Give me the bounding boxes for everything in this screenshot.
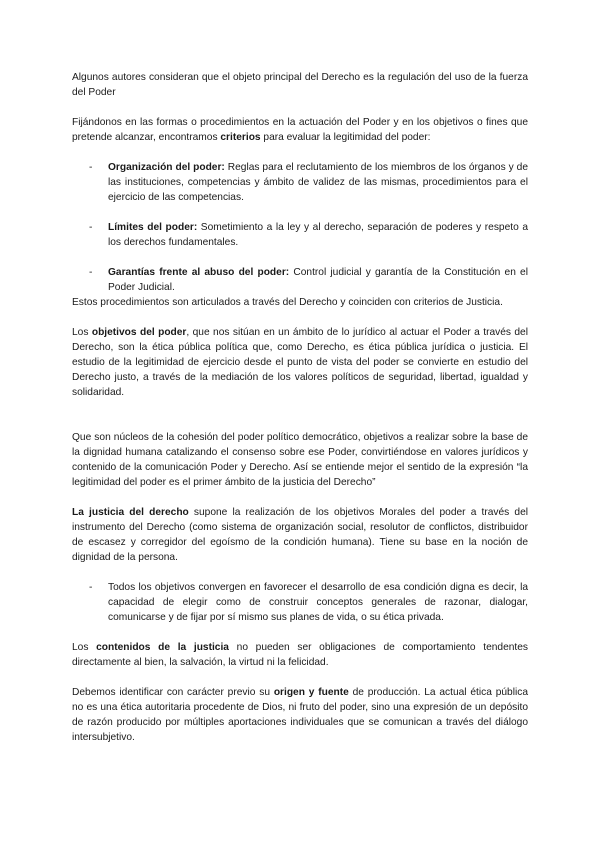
bold-term: Límites del poder: bbox=[108, 222, 198, 233]
text-run: no pueden ser obligaciones de comportamiento tendentes directamente al bien, la salvación, la virtud ni la felicidad. bbox=[72, 642, 528, 668]
bold-term: criterios bbox=[220, 132, 261, 143]
objectives-paragraph bbox=[72, 325, 528, 400]
objectives-list bbox=[72, 580, 528, 625]
text-run: Sometimiento a la ley y al derecho, separación de poderes y respeto a los derechos fundamentales. bbox=[108, 222, 528, 248]
text-run: de producción. La actual ética pública no es una ética autoritaria procedente de Dios, ni fruto del poder, sino una expresión de un depósito de razón producido por múltiples aportaciones individuales que se comunican a través del diálogo intersubjetivo. bbox=[72, 687, 528, 743]
text-run: Los bbox=[72, 642, 97, 653]
text-run: Control judicial y garantía de la Constitución en el Poder Judicial. bbox=[108, 267, 528, 293]
text-run: supone la realización de los objetivos Morales del poder a través del instrumento del Derecho (como sistema de organización social, resolutor de conflictos, distribuidor de escasez y corregidor del egoísmo de la condición humana). Tiene su base en la noción de dignidad de la persona. bbox=[72, 507, 528, 563]
bold-term: Garantías frente al abuso del poder: bbox=[108, 267, 290, 278]
criteria-list bbox=[72, 160, 528, 295]
justice-paragraph bbox=[72, 505, 528, 565]
bold-term: contenidos de la justicia bbox=[96, 642, 229, 653]
text-run: Fijándonos en las formas o procedimientos en la actuación del Poder y en los objetivos o fines que pretende alcanzar, encontramos bbox=[72, 117, 528, 143]
contents-paragraph bbox=[72, 640, 528, 670]
text-run: Los bbox=[72, 327, 92, 338]
origin-paragraph bbox=[72, 685, 528, 745]
bold-term: La justicia del derecho bbox=[72, 507, 189, 518]
intro-paragraph: Algunos autores consideran que el objeto principal del Derecho es la regulación del uso de la fuerza del Poder bbox=[72, 72, 528, 98]
cohesion-paragraph: Que son núcleos de la cohesión del poder político democrático, objetivos a realizar sobre la base de la dignidad humana catalizando el consenso sobre ese Poder, convirtiéndose en valores jurídicos y contenido de la comunicación Poder y Derecho. Así se entiende mejor el sentido de la expresión “la legitimidad del poder es el primer ámbito de la justicia del Derecho” bbox=[72, 432, 528, 488]
list-item bbox=[72, 220, 528, 250]
text-run: Reglas para el reclutamiento de los miembros de los órganos y de las instituciones, competencias y ámbito de validez de las mismas, procedimientos para el ejercicio de las competencias. bbox=[108, 162, 528, 203]
bold-term: Organización del poder: bbox=[108, 162, 225, 173]
text-run: Debemos identificar con carácter previo su bbox=[72, 687, 274, 698]
text-run: , que nos sitúan en un ámbito de lo jurídico al actuar el Poder a través del Derecho, son la ética pública política que, como Derecho, es ética pública jurídica o justicia. El estudio de la legitimidad de ejercicio desde el punto de vista del poder se convierte en estudio del Derecho justo, a través de la mediación de los valores políticos de seguridad, libertad, igualdad y solidaridad. bbox=[72, 327, 528, 398]
text-run: para evaluar la legitimidad del poder: bbox=[260, 132, 431, 143]
list-item: - Todos los objetivos convergen en favorecer el desarrollo de esa condición digna es decir, la capacidad de elegir como de construir conceptos generales de razonar, dialogar, comunicarse y de fijar por sí mismo sus planes de vida, o su ética privada. bbox=[72, 580, 528, 625]
list-item bbox=[72, 160, 528, 205]
bold-term: objetivos del poder bbox=[91, 327, 187, 338]
procedures-paragraph: Estos procedimientos son articulados a través del Derecho y coinciden con criterios de Justicia. bbox=[72, 297, 503, 308]
list-item bbox=[72, 265, 528, 295]
bold-term: origen y fuente bbox=[273, 687, 349, 698]
criteria-intro-paragraph bbox=[72, 115, 528, 145]
